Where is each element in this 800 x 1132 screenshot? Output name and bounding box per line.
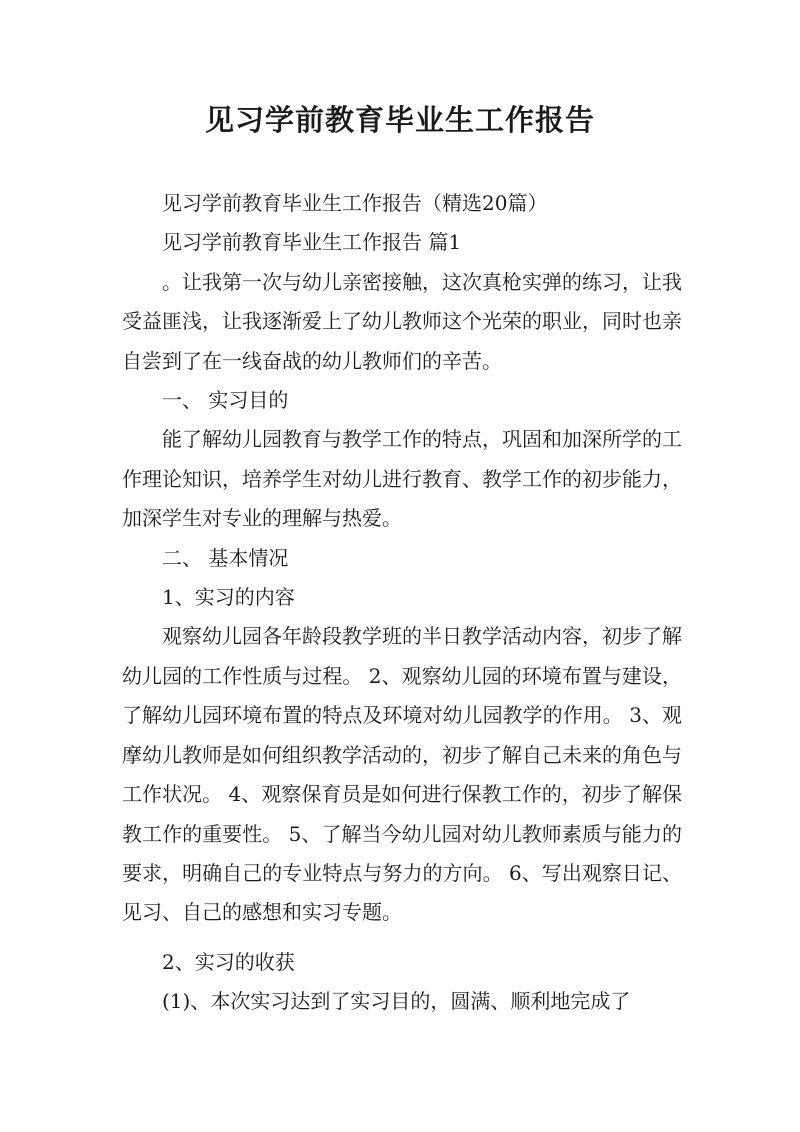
section-heading-part1: 见习学前教育毕业生工作报告 篇1 xyxy=(162,230,462,255)
intro-paragraph: 。让我第一次与幼儿亲密接触，这次真枪实弹的练习，让我受益匪浅，让我逐渐爱上了幼儿教师这个光荣的职业，同时也亲自尝到了在一线奋战的幼儿教师们的辛苦。 xyxy=(122,269,682,373)
document-title: 见习学前教育毕业生工作报告 xyxy=(204,103,595,137)
heading-basic-situation: 二、 基本情况 xyxy=(162,545,289,570)
gains-paragraph: (1)、本次实习达到了实习目的，圆满、顺利地完成了 xyxy=(162,989,631,1014)
heading-gains: 2、实习的收获 xyxy=(162,949,295,974)
document-body xyxy=(122,184,682,1022)
content-paragraph: 观察幼儿园各年龄段教学班的半日教学活动内容，初步了解幼儿园的工作性质与过程。 2、观察幼儿园的环境布置与建设，了解幼儿园环境布置的特点及环境对幼儿园教学的作用。 3、观摩幼儿教师是如何组织教学活动的，初步了解自己未来的角色与工作状况。 4、观察保育员是如何进行保教工作的，初步了解保教工作的重要性。 5、了解当今幼儿园对幼儿教师素质与能力的要求，明确自己的专业特点与努力的方向。 6、写出观察日记、见习、自己的感想和实习专题。 xyxy=(122,624,682,925)
heading-purpose: 一、 实习目的 xyxy=(162,388,289,413)
heading-content: 1、实习的内容 xyxy=(162,585,295,610)
subtitle-paragraph: 见习学前教育毕业生工作报告（精选20篇） xyxy=(162,191,548,215)
purpose-paragraph: 能了解幼儿园教育与教学工作的特点，巩固和加深所学的工作理论知识，培养学生对幼儿进行教育、教学工作的初步能力，加深学生对专业的理解与热爱。 xyxy=(122,427,682,531)
